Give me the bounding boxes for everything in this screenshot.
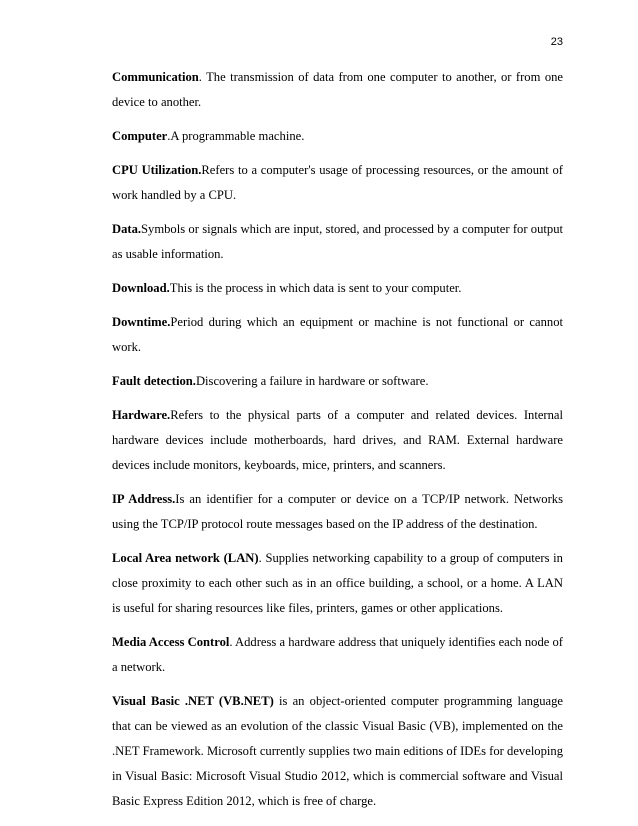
glossary-term: Media Access Control (112, 635, 230, 649)
glossary-entry (112, 124, 563, 149)
glossary-list (112, 65, 563, 823)
glossary-term: Data. (112, 222, 142, 236)
glossary-entry (112, 310, 563, 360)
glossary-entry (112, 689, 563, 814)
glossary-entry (112, 546, 563, 621)
glossary-term: Local Area network (LAN) (112, 551, 259, 565)
page-number: 23 (550, 36, 563, 48)
glossary-definition: Refers to a computer's usage of processing resources, or the amount of work handled by a CPU. (112, 163, 563, 202)
glossary-entry (112, 369, 563, 394)
glossary-definition: Symbols or signals which are input, stored, and processed by a computer for output as usable information. (112, 222, 563, 261)
glossary-entry (112, 487, 563, 537)
glossary-entry (112, 630, 563, 680)
glossary-term: Visual Basic .NET (VB.NET) (112, 694, 274, 708)
glossary-entry (112, 276, 563, 301)
glossary-definition: This is the process in which data is sent to your computer. (169, 281, 462, 295)
glossary-term: Fault detection. (112, 374, 196, 388)
glossary-entry (112, 217, 563, 267)
glossary-term: Download. (112, 281, 170, 295)
glossary-term: IP Address. (112, 492, 176, 506)
glossary-definition: Period during which an equipment or machine is not functional or cannot work. (112, 315, 563, 354)
glossary-term: Computer (112, 129, 168, 143)
glossary-entry (112, 403, 563, 478)
glossary-entry (112, 158, 563, 208)
glossary-definition: . Address a hardware address that uniquely identifies each node of a network. (112, 635, 563, 674)
glossary-term: CPU Utilization. (112, 163, 202, 177)
glossary-definition: Refers to the physical parts of a computer and related devices. Internal hardware devices include motherboards, hard drives, and RAM. External hardware devices include monitors, keyboards, mice, printers, and scanners. (112, 408, 563, 472)
glossary-definition: . Supplies networking capability to a group of computers in close proximity to each other such as in an office building, a school, or a home. A LAN is useful for sharing resources like files, printers, games or other applications. (112, 551, 563, 615)
glossary-definition: .A programmable machine. (167, 129, 305, 143)
glossary-definition: Is an identifier for a computer or device on a TCP/IP network. Networks using the TCP/IP protocol route messages based on the IP address of the destination. (112, 492, 563, 531)
glossary-definition: is an object-oriented computer programming language that can be viewed as an evolution of the classic Visual Basic (VB), implemented on the .NET Framework. Microsoft currently supplies two main editions of IDEs for developing in Visual Basic: Microsoft Visual Studio 2012, which is commercial software and Visual Basic Express Edition 2012, which is free of charge. (112, 694, 563, 808)
glossary-definition: . The transmission of data from one computer to another, or from one device to another. (112, 70, 563, 109)
glossary-definition: Discovering a failure in hardware or software. (195, 374, 429, 388)
glossary-term: Communication (112, 70, 199, 84)
glossary-term: Hardware. (112, 408, 171, 422)
glossary-term: Downtime. (112, 315, 171, 329)
glossary-entry (112, 65, 563, 115)
